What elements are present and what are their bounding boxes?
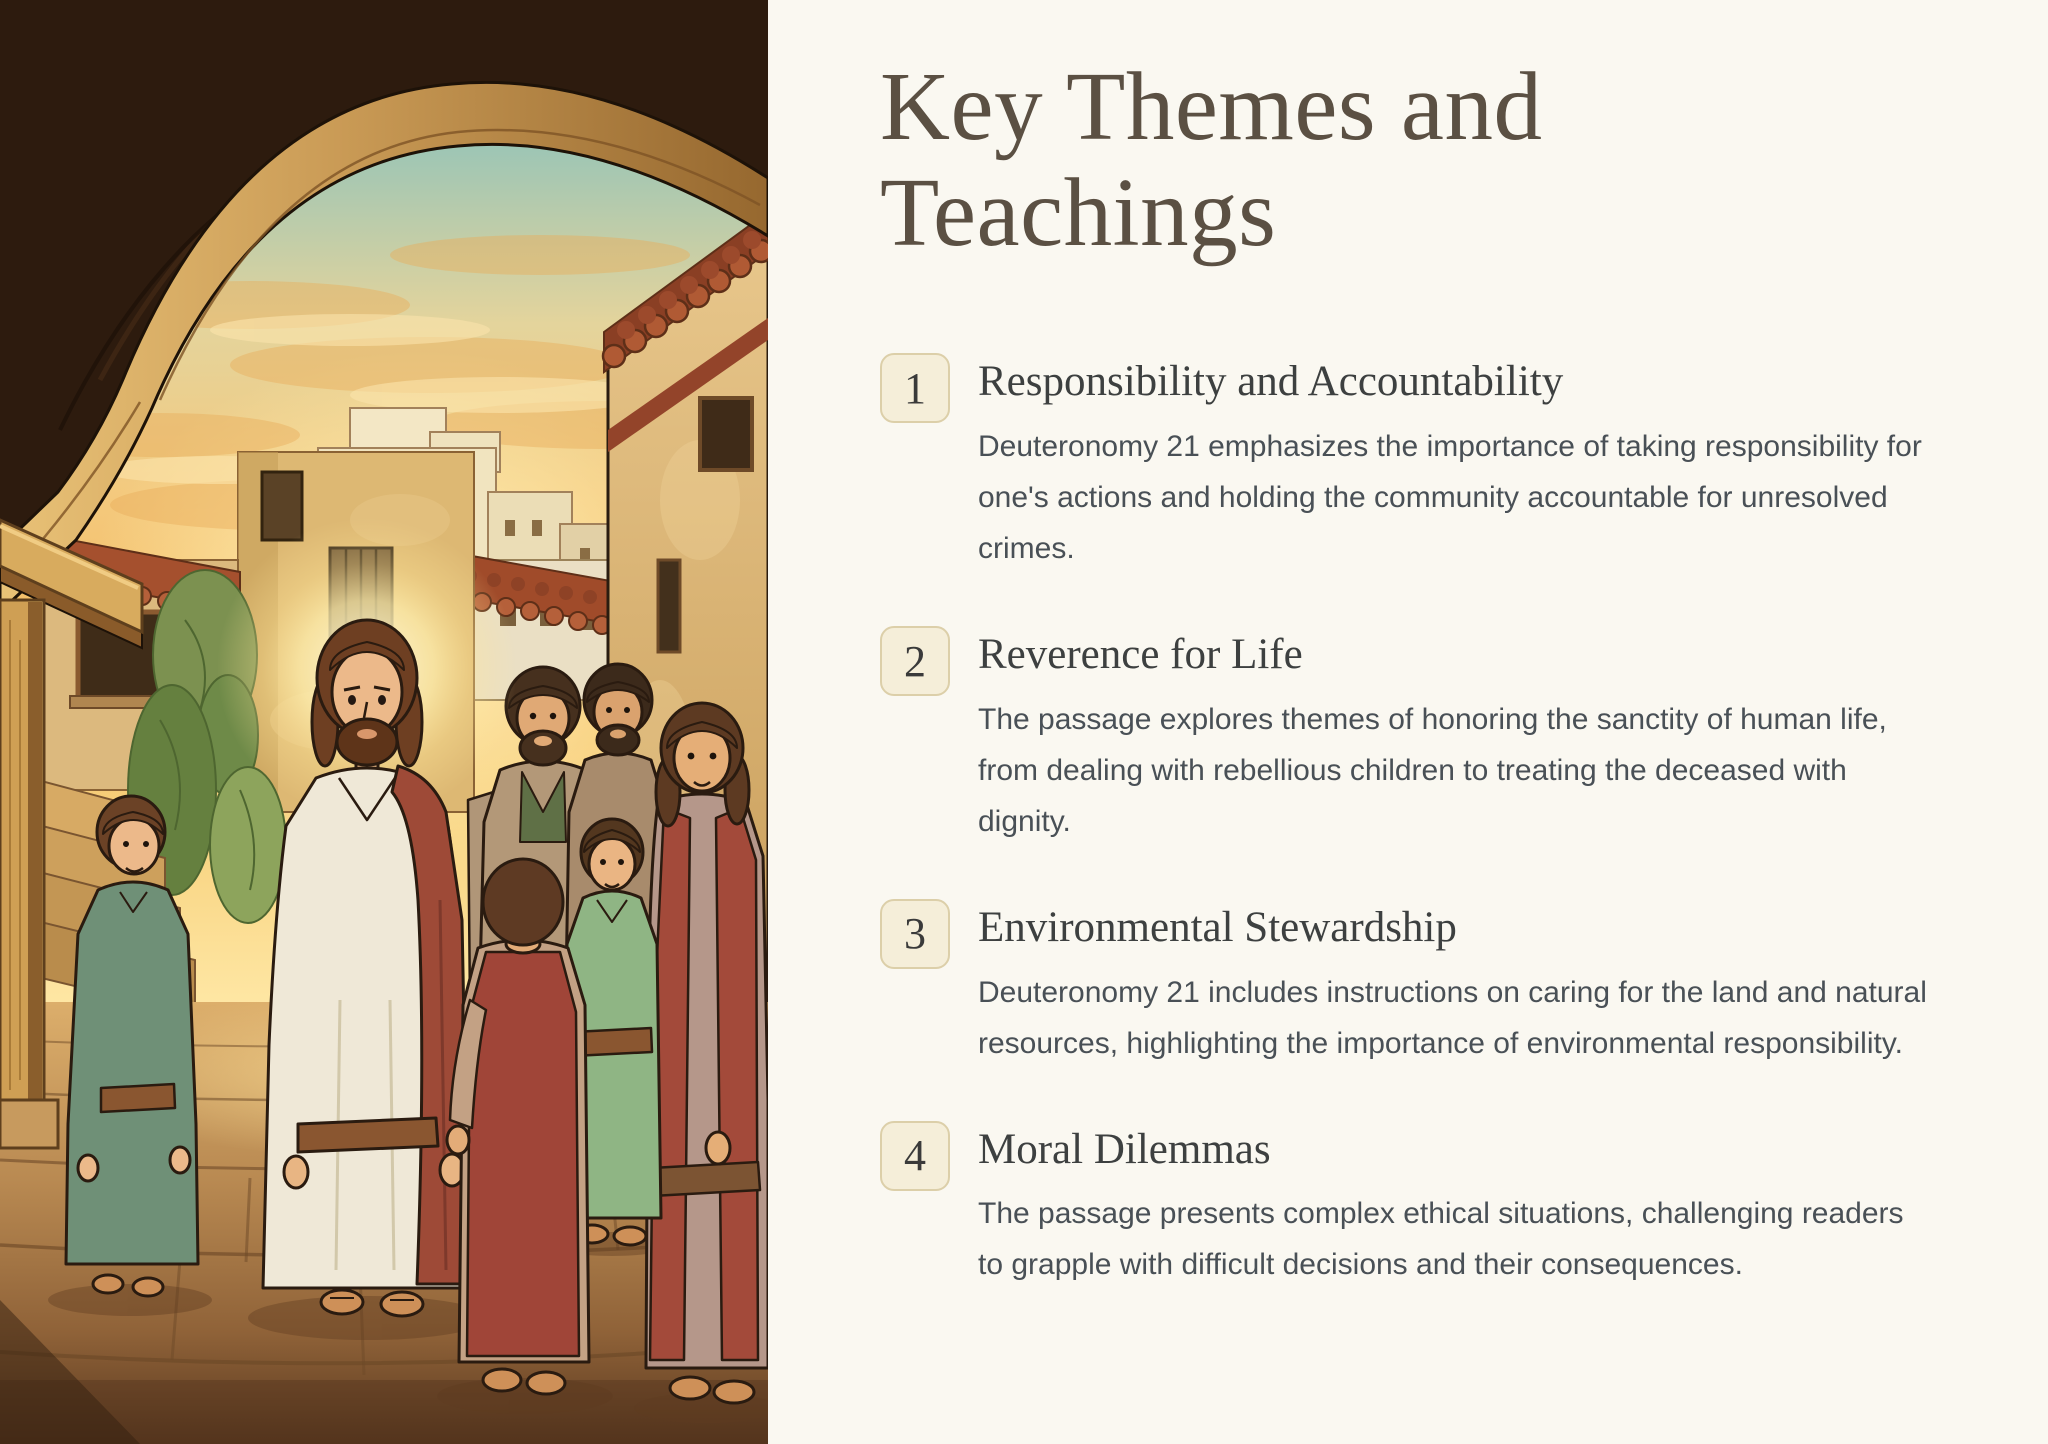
item-text: [978, 626, 1930, 847]
item-body: The passage explores themes of honoring the sanctity of human life, from dealing with rebellious children to treating the deceased with dignity.: [978, 702, 1887, 838]
item-text: [978, 353, 1930, 574]
page-title-line2: Teachings: [880, 158, 1277, 266]
item-number-badge: 4: [880, 1121, 950, 1191]
page-title-line1: Key Themes and: [880, 53, 1543, 160]
item-text: [978, 1121, 1930, 1291]
page-title: [880, 54, 1964, 265]
item-body: Deuteronomy 21 includes instructions on caring for the land and natural resources, highlighting the importance of environmental responsibility.: [978, 975, 1927, 1060]
biblical-scene-illustration: [0, 0, 768, 1444]
item-number-badge: 3: [880, 899, 950, 969]
item-text: [978, 899, 1930, 1069]
illustration-pane: [0, 0, 768, 1444]
item-heading: Moral Dilemmas: [978, 1125, 1271, 1173]
content-pane: [768, 0, 2048, 1444]
item-number-badge: 2: [880, 626, 950, 696]
theme-item-1: [880, 353, 1964, 574]
item-heading: Reverence for Life: [978, 631, 1303, 679]
item-body: Deuteronomy 21 emphasizes the importance of taking responsibility for one's actions and holding the community accountable for unresolved crimes.: [978, 430, 1922, 566]
theme-item-2: [880, 626, 1964, 847]
item-heading: Environmental Stewardship: [978, 903, 1457, 951]
theme-item-4: [880, 1121, 1964, 1291]
item-heading: Responsibility and Accountability: [978, 358, 1564, 406]
item-number-badge: 1: [880, 353, 950, 423]
item-body: The passage presents complex ethical situations, challenging readers to grapple with difficult decisions and their consequences.: [978, 1197, 1904, 1282]
theme-item-3: [880, 899, 1964, 1069]
